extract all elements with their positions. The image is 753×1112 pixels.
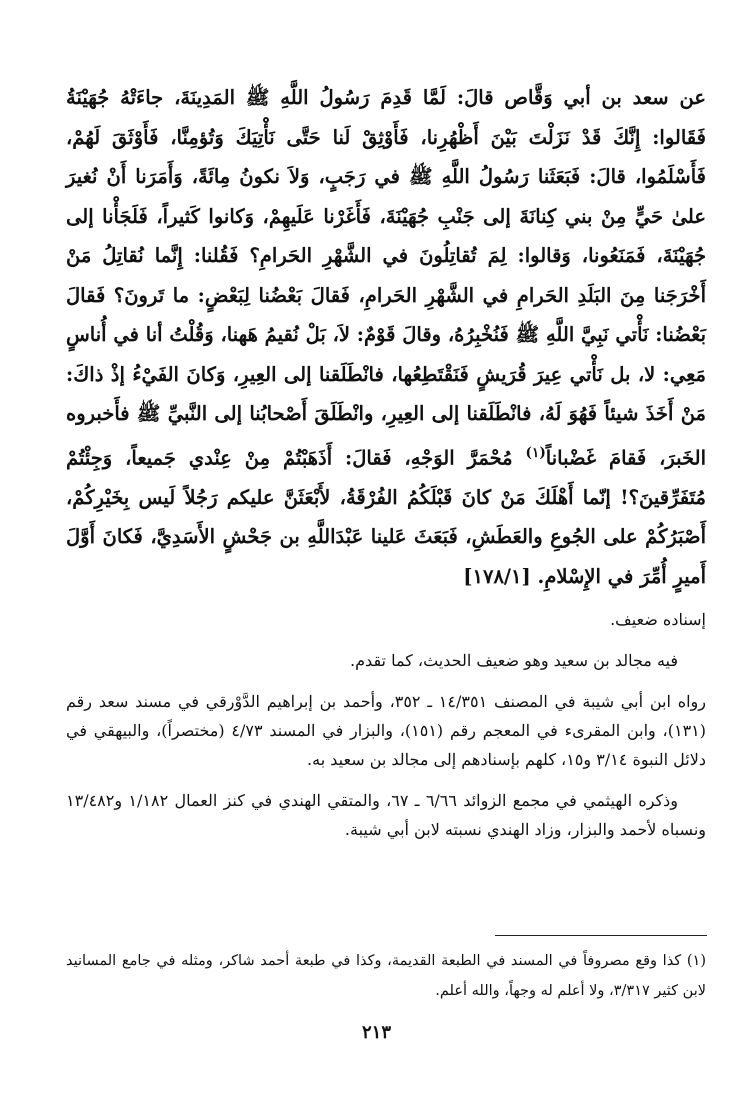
footnote: (١) كذا وقع مصروفاً في المسند في الطبعة القديمة، وكذا في طبعة أحمد شاكر، ومثله في جامع المسانيد لابن كثير ٣/٣١٧، ولا أعلم له وجهاً، والله أعلم. [66,953,706,999]
hadith-text-part1: عن سعد بن أبي وَقَّاص قالَ: لَمَّا قَدِمَ رَسُولُ اللَّهِ ﷺ المَدِينَةَ، جاءَتْهُ جُهَيْنَةُ فَقَالوا: إِنَّكَ قَدْ نَزَلْتَ بَيْنَ أَظْهُرِنا، فَأَوْثِقْ لَنا حَتَّى نَأْتِيَكَ وَتُؤمِنَّا، فَأَوْثَقَ لَهُمْ، فَأَسْلَمُوا، قالَ: فَبَعَثَنا رَسُولُ اللَّهِ ﷺ في رَجَبٍ، وَلاَ نكونُ مِائَةً، وَأَمَرَنا أَنْ نُغيرَ علىٰ حَيٍّ مِنْ بني كِنانَةَ إلى جَنْبِ جُهَيْنَةَ، فَأَغَرْنا عَلَيهِمْ، وَكانوا كَثيراً، فَلَجَأْنا إلى جُهَيْنَةَ، فَمَنَعُونا، وَقالوا: لِمَ تُقاتِلُونَ في الشَّهْرِ الحَرامِ؟ فَقُلنا: إِنَّما نُقاتِلُ مَنْ أَخْرَجَنا مِنَ البَلَدِ الحَرامِ في الشَّهْرِ الحَرامِ، فَقالَ بَعْضُنا لِبَعْضٍ: ما تَرونَ؟ فَقالَ بَعْضُنا: نَأْتي نَبِيَّ اللَّهِ ﷺ فَنُخْبِرُهُ، وقالَ قَوْمٌ: لاَ، بَلْ نُقيمُ هَهنا، وَقُلْتُ أنا في أُناسٍ مَعِي: لا، بل نَأْتي عِيرَ قُرَيشٍ فَنَقْتَطِعُها، فانْطَلَقنا إلى العِيرِ، وَكانَ الفَيْءُ إذْ ذاكَ: مَنْ أَخَذَ شيئاً فَهُوَ لَهُ، فانْطَلَقنا إلى العِيرِ، وانْطَلَقَ أَصْحابُنا إلى النَّبيِّ ﷺ فأَخبروه الخَبرَ، فَقامَ غَضْباناً [66,86,706,469]
hadith-text [66,78,706,596]
isnad-verdict: إسناده ضعيف. [610,610,706,629]
footnote-divider [495,935,707,936]
page-number: ٢١٣ [361,1022,391,1043]
hadith-text-part2: مُحْمَرَّ الوَجْهِ، فَقالَ: أَذَهَبْتُمْ مِنْ عِنْدي جَميعاً، وَجِئْتُمْ مُتَفَرِّقينَ؟! إنّما أَهْلَكَ مَنْ كانَ قَبْلَكُمُ الفُرْقَةُ، لأَبْعَثَنَّ عليكم رَجُلاً لَيس بِخَيْرِكُمْ، أَصْبَرُكُمْ على الجُوعِ والعَطَشِ، فَبَعَثَ عَلينا عَبْدَاللَّهِ بن جَحْشٍ الأَسَدِيَّ، فَكانَ أَوَّلَ أَميرٍ أُمِّرَ في الإِسْلامِ. [١٧٨/١] [66,446,706,588]
footnote-reference: (١) [525,444,546,461]
page-body [66,78,706,844]
commentary-sources: رواه ابن أبي شيبة في المصنف ١٤/٣٥١ ـ ٣٥٢، وأحمد بن إبراهيم الدَّوْرقي في مسند سعد رقم (١٣١)، وابن المقرىء في المعجم رقم (١٥١)، والبزار في المسند ٤/٧٣ (مختصراً)، والبيهقي في دلائل النبوة ٣/١٤ و١٥، كلهم بإسنادهم إلى مجالد بن سعيد به. [66,692,706,769]
commentary-narrator-note: فيه مجالد بن سعيد وهو ضعيف الحديث، كما تقدم. [350,651,678,670]
commentary-references: وذكره الهيثمي في مجمع الزوائد ٦/٦٦ ـ ٦٧، والمتقي الهندي في كنز العمال ١/١٨٢ و١٣/٤٨٢ ونسباه لأحمد والبزار، وزاد الهندي نسبته لابن أبي شيبة. [66,791,706,839]
